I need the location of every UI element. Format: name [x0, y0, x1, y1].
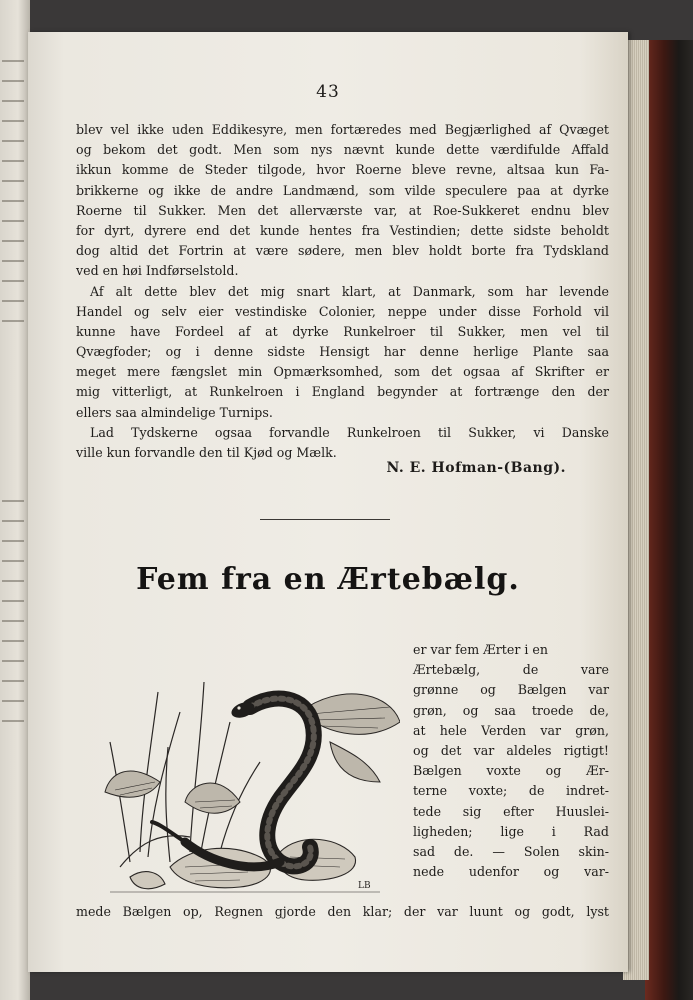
text-line: ville kun forvandle den til Kjød og Mælk.	[76, 445, 337, 460]
text-line: mig vitterligt, at Runkelroen i England begynder at fortrænge den der	[76, 384, 609, 400]
text-line: brikkerne og ikke de andre Landmænd, som vilde speculere paa at dyrke	[76, 182, 609, 198]
previous-page-edge	[0, 0, 30, 1000]
book-spine	[645, 40, 693, 1000]
text-line: grøn, og saa troede de,	[413, 702, 609, 718]
text-line: ikkun komme de Steder tilgode, hvor Roerne bleve revne, altsaa kun Fa-	[76, 162, 609, 178]
text-line: ved en høi Indførselstold.	[76, 263, 239, 279]
text-line: er var fem Ærter i en	[413, 642, 548, 657]
engraver-monogram: LB	[358, 881, 371, 891]
text-line: blev vel ikke uden Eddikesyre, men fortæredes med Begjærlighed af Qvæget	[76, 122, 609, 137]
text-line: dog altid det Fortrin at være sødere, men blev holdt borte fra Tydskland	[76, 243, 609, 259]
text-line: ligheden; lige i Rad	[413, 823, 609, 839]
story-text-full-width	[76, 902, 609, 922]
text-line: Qvægfoder; og i denne sidste Hensigt har denne herlige Plante saa	[76, 344, 609, 360]
text-line: Ærtebælg, de vare	[413, 662, 609, 678]
text-line: ellers saa almindelige Turnips.	[76, 404, 273, 420]
text-line: Af alt dette blev det mig snart klart, at Danmark, som har levende	[90, 283, 609, 299]
story-title: Fem fra en Ærtebælg.	[136, 562, 520, 597]
article-text	[76, 120, 609, 463]
text-line: terne voxte; de indret-	[413, 783, 609, 799]
text-line: Handel og selv eier vestindiske Colonier, neppe under disse Forhold vil	[76, 303, 609, 319]
text-line: grønne og Bælgen var	[413, 682, 609, 698]
book-page	[28, 32, 628, 972]
author-signature: N. E. Hofman-(Bang).	[386, 460, 566, 476]
page-number: 43	[316, 82, 340, 102]
text-line: Lad Tydskerne ogsaa forvandle Runkelroen til Sukker, vi Danske	[90, 424, 609, 440]
text-line: mede Bælgen op, Regnen gjorde den klar; der var luunt og godt, lyst	[76, 904, 609, 919]
text-line: meget mere fængslet min Opmærksomhed, som det ogsaa af Skrifter er	[76, 364, 609, 380]
text-line: for dyrt, dyrere end det kunde hentes fra Vestindien; dette sidste beholdt	[76, 222, 609, 238]
text-line: Roerne til Sukker. Men det allerværste var, at Roe-Sukkeret endnu blev	[76, 202, 609, 218]
text-line: tede sig efter Huuslei-	[413, 803, 609, 819]
text-line: sad de. — Solen skin-	[413, 843, 609, 859]
text-line: og bekom det godt. Men som nys nævnt kunde dette værdifulde Affald	[76, 142, 609, 158]
text-line: at hele Verden var grøn,	[413, 722, 609, 738]
section-divider	[260, 519, 390, 520]
text-line: nede udenfor og var-	[413, 864, 609, 880]
text-line: kunne have Fordeel af at dyrke Runkelroer til Sukker, men vel til	[76, 323, 609, 339]
snake-engraving	[100, 652, 400, 897]
story-text-right-column	[413, 640, 609, 882]
text-line: og det var aldeles rigtigt!	[413, 742, 609, 758]
text-line: Bælgen voxte og Ær-	[413, 763, 609, 779]
